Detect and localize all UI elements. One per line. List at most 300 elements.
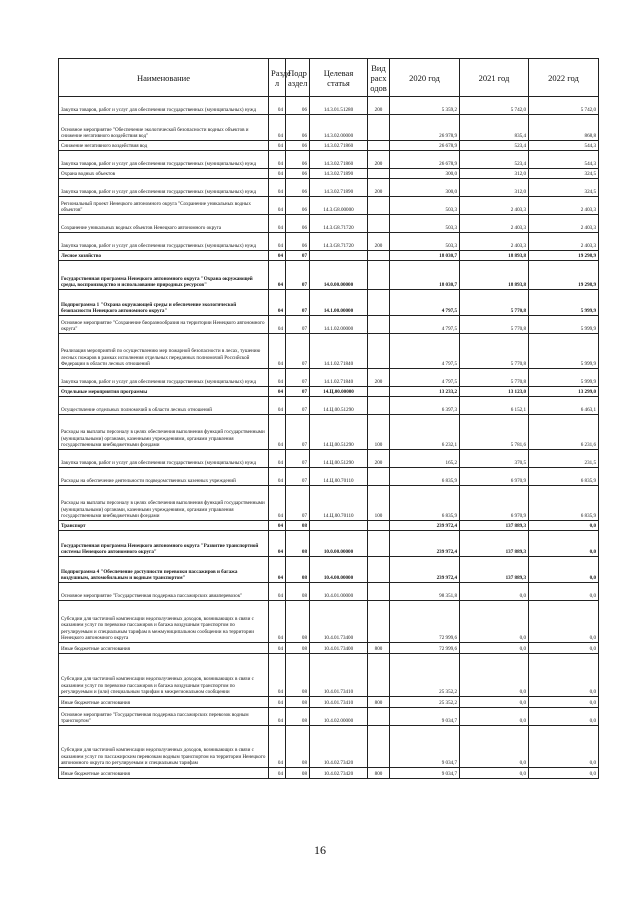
row-podrazdel: 07 xyxy=(286,387,310,397)
header-2020: 2020 год xyxy=(390,59,460,97)
row-target-article: 10.4.01.00000 xyxy=(310,583,368,601)
row-name: Субсидии для частичной компенсации недополученных доходов, возникающих в связи с оказанием услуг по пассажирским перевозкам водным транспортом на территории Ненецкого автономного округа по регулируемым и специальным тарифам xyxy=(59,726,269,768)
row-podrazdel: 06 xyxy=(286,115,310,141)
row-target-article: 10.4.02.73420 xyxy=(310,768,368,779)
row-razdel: 04 xyxy=(269,179,286,197)
row-name: Основное мероприятие "Сохранение биоразнообразия на территории Ненецкого автономного округа" xyxy=(59,316,269,334)
row-2021: 5 770,8 xyxy=(460,369,529,387)
table-row xyxy=(59,141,599,151)
row-expense-type: 200 xyxy=(368,450,390,468)
row-expense-type: 200 xyxy=(368,151,390,169)
row-name: Подпрограмма 1 "Охрана окружающей среды и обеспечение экологической безопасности Ненецкого автономного округа" xyxy=(59,290,269,316)
row-2021: 2 403,3 xyxy=(460,215,529,233)
row-expense-type xyxy=(368,397,390,415)
header-2022: 2022 год xyxy=(529,59,599,97)
row-podrazdel: 07 xyxy=(286,290,310,316)
row-2021: 18 893,8 xyxy=(460,251,529,261)
row-2020: 98 351,8 xyxy=(390,583,460,601)
row-2021: 6 152,1 xyxy=(460,397,529,415)
row-razdel: 04 xyxy=(269,115,286,141)
row-target-article: 14.Ц.00.00000 xyxy=(310,387,368,397)
table-row xyxy=(59,468,599,486)
row-target-article: 14.Ц.00.51290 xyxy=(310,415,368,450)
row-razdel: 04 xyxy=(269,654,286,697)
row-2021: 5 770,8 xyxy=(460,334,529,369)
row-2021: 0,0 xyxy=(460,768,529,779)
row-razdel: 04 xyxy=(269,290,286,316)
row-name: Иные бюджетные ассигнования xyxy=(59,697,269,708)
row-expense-type xyxy=(368,115,390,141)
row-target-article: 14.3.G8.71720 xyxy=(310,215,368,233)
row-podrazdel: 08 xyxy=(286,521,310,531)
row-name: Лесное хозяйство xyxy=(59,251,269,261)
row-expense-type: 100 xyxy=(368,486,390,521)
row-expense-type xyxy=(368,261,390,290)
row-name: Охрана водных объектов xyxy=(59,169,269,179)
row-name: Снижение негативного воздействия вод xyxy=(59,141,269,151)
header-razdel: Разде л xyxy=(269,59,286,97)
row-podrazdel: 08 xyxy=(286,726,310,768)
row-2020: 4 797,5 xyxy=(390,334,460,369)
row-2021: 13 123,0 xyxy=(460,387,529,397)
row-target-article xyxy=(310,251,368,261)
row-target-article: 14.0.00.00000 xyxy=(310,261,368,290)
row-2022: 2 403,3 xyxy=(529,197,599,215)
row-razdel: 04 xyxy=(269,197,286,215)
row-2020: 239 972,4 xyxy=(390,521,460,531)
row-expense-type xyxy=(368,387,390,397)
header-name: Наименование xyxy=(59,59,269,97)
row-2020: 18 030,7 xyxy=(390,261,460,290)
row-expense-type xyxy=(368,531,390,557)
table-row xyxy=(59,261,599,290)
budget-table xyxy=(58,58,599,779)
row-2020: 13 233,2 xyxy=(390,387,460,397)
row-name: Закупка товаров, работ и услуг для обеспечения государственных (муниципальных) нужд xyxy=(59,233,269,251)
row-2022: 0,0 xyxy=(529,583,599,601)
row-name: Реализация мероприятий по осуществлению мер пожарной безопасности в лесах, тушению лесных пожаров в рамках исполнения отдельных переданных полномочий Российской Федерации в области лесных отношений xyxy=(59,334,269,369)
row-razdel: 04 xyxy=(269,521,286,531)
row-2022: 6 231,6 xyxy=(529,415,599,450)
row-target-article: 14.3.02.71890 xyxy=(310,169,368,179)
row-name: Закупка товаров, работ и услуг для обеспечения государственных (муниципальных) нужд xyxy=(59,179,269,197)
row-2020: 300,0 xyxy=(390,179,460,197)
row-2022: 13 299,0 xyxy=(529,387,599,397)
row-2020: 165,2 xyxy=(390,450,460,468)
row-2020: 4 797,5 xyxy=(390,316,460,334)
row-name: Сохранение уникальных водных объектов Ненецкого автономного округа xyxy=(59,215,269,233)
row-name: Подпрограмма 4 "Обеспечение доступности перевозки пассажиров и багажа воздушным, автомобильным и водным транспортом" xyxy=(59,557,269,583)
row-razdel: 04 xyxy=(269,531,286,557)
row-2020: 6 397,3 xyxy=(390,397,460,415)
row-name: Закупка товаров, работ и услуг для обеспечения государственных (муниципальных) нужд xyxy=(59,450,269,468)
row-target-article: 14.3.02.71890 xyxy=(310,179,368,197)
row-2021: 6 970,9 xyxy=(460,486,529,521)
row-razdel: 04 xyxy=(269,97,286,115)
row-expense-type: 200 xyxy=(368,179,390,197)
row-2020: 18 030,7 xyxy=(390,251,460,261)
row-expense-type: 200 xyxy=(368,97,390,115)
row-expense-type xyxy=(368,197,390,215)
row-2022: 324,5 xyxy=(529,179,599,197)
row-target-article: 14.3.02.71860 xyxy=(310,141,368,151)
row-podrazdel: 07 xyxy=(286,486,310,521)
row-razdel: 04 xyxy=(269,643,286,654)
table-row xyxy=(59,531,599,557)
row-target-article: 10.4.01.73410 xyxy=(310,654,368,697)
table-row xyxy=(59,397,599,415)
table-row xyxy=(59,708,599,726)
row-2020: 6 232,1 xyxy=(390,415,460,450)
row-name: Основное мероприятие "Обеспечение экологической безопасности водных объектов и снижение негативного воздействия вод" xyxy=(59,115,269,141)
row-2022: 19 298,9 xyxy=(529,261,599,290)
row-razdel: 04 xyxy=(269,151,286,169)
row-podrazdel: 06 xyxy=(286,197,310,215)
table-row xyxy=(59,369,599,387)
row-2021: 312,0 xyxy=(460,179,529,197)
row-expense-type: 100 xyxy=(368,415,390,450)
row-2020: 6 835,9 xyxy=(390,486,460,521)
row-target-article: 14.3.02.00000 xyxy=(310,115,368,141)
table-body xyxy=(59,97,599,779)
row-podrazdel: 08 xyxy=(286,697,310,708)
row-podrazdel: 07 xyxy=(286,316,310,334)
row-name: Расходы на обеспечение деятельности подведомственных казенных учреждений xyxy=(59,468,269,486)
row-razdel: 04 xyxy=(269,468,286,486)
row-podrazdel: 06 xyxy=(286,169,310,179)
row-razdel: 04 xyxy=(269,316,286,334)
row-2022: 0,0 xyxy=(529,708,599,726)
table-row xyxy=(59,115,599,141)
table-row xyxy=(59,197,599,215)
row-2022: 5 999,9 xyxy=(529,316,599,334)
row-target-article: 14.Ц.00.70110 xyxy=(310,468,368,486)
row-expense-type xyxy=(368,141,390,151)
row-target-article: 14.Ц.00.51290 xyxy=(310,450,368,468)
row-name: Иные бюджетные ассигнования xyxy=(59,643,269,654)
row-2021: 0,0 xyxy=(460,697,529,708)
row-podrazdel: 08 xyxy=(286,601,310,643)
row-razdel: 04 xyxy=(269,141,286,151)
row-2021: 523,4 xyxy=(460,151,529,169)
row-2021: 835,4 xyxy=(460,115,529,141)
row-razdel: 04 xyxy=(269,557,286,583)
row-razdel: 04 xyxy=(269,334,286,369)
table-row xyxy=(59,334,599,369)
table-row xyxy=(59,290,599,316)
row-razdel: 04 xyxy=(269,726,286,768)
row-podrazdel: 08 xyxy=(286,557,310,583)
row-razdel: 04 xyxy=(269,415,286,450)
row-target-article: 10.4.00.00000 xyxy=(310,557,368,583)
row-expense-type xyxy=(368,654,390,697)
row-2021: 0,0 xyxy=(460,643,529,654)
page-number: 16 xyxy=(314,843,326,857)
row-name: Основное мероприятие "Государственная поддержка пассажирских перевозок водным транспортом" xyxy=(59,708,269,726)
row-name: Закупка товаров, работ и услуг для обеспечения государственных (муниципальных) нужд xyxy=(59,151,269,169)
row-target-article: 14.1.02.71840 xyxy=(310,369,368,387)
row-2021: 370,5 xyxy=(460,450,529,468)
row-razdel: 04 xyxy=(269,215,286,233)
row-name: Осуществление отдельных полномочий в области лесных отношений xyxy=(59,397,269,415)
row-2022: 5 742,0 xyxy=(529,97,599,115)
row-2020: 25 352,2 xyxy=(390,697,460,708)
row-2020: 72 999,6 xyxy=(390,601,460,643)
row-target-article: 14.3.01.51280 xyxy=(310,97,368,115)
row-name: Субсидии для частичной компенсации недополученных доходов, возникающих в связи с оказанием услуг по перевозке пассажиров и багажа воздушным транспортом по регулируемым и специальным тарифам в межмуниципальном сообщении на территории Ненецкого автономного округа xyxy=(59,601,269,643)
table-row xyxy=(59,97,599,115)
row-2020: 239 972,4 xyxy=(390,557,460,583)
row-2022: 19 298,9 xyxy=(529,251,599,261)
table-row xyxy=(59,557,599,583)
row-2022: 2 403,3 xyxy=(529,233,599,251)
row-2021: 137 889,3 xyxy=(460,521,529,531)
row-expense-type xyxy=(368,557,390,583)
row-podrazdel: 07 xyxy=(286,369,310,387)
row-razdel: 04 xyxy=(269,768,286,779)
row-2022: 0,0 xyxy=(529,697,599,708)
row-razdel: 04 xyxy=(269,450,286,468)
row-2022: 231,5 xyxy=(529,450,599,468)
table-row xyxy=(59,179,599,197)
header-podrazdel: Подр аздел xyxy=(286,59,310,97)
table-row xyxy=(59,486,599,521)
row-podrazdel: 06 xyxy=(286,151,310,169)
row-2022: 0,0 xyxy=(529,726,599,768)
row-target-article: 14.Ц.00.51290 xyxy=(310,397,368,415)
row-target-article: 14.1.02.00000 xyxy=(310,316,368,334)
row-target-article: 10.0.00.00000 xyxy=(310,531,368,557)
row-target-article: 10.4.01.73410 xyxy=(310,697,368,708)
row-expense-type xyxy=(368,468,390,486)
row-podrazdel: 08 xyxy=(286,531,310,557)
row-target-article: 10.4.01.73400 xyxy=(310,601,368,643)
row-2020: 9 034,7 xyxy=(390,708,460,726)
row-expense-type xyxy=(368,316,390,334)
table-row xyxy=(59,521,599,531)
table-row xyxy=(59,768,599,779)
row-2020: 9 034,7 xyxy=(390,768,460,779)
table-row xyxy=(59,251,599,261)
row-podrazdel: 08 xyxy=(286,654,310,697)
row-podrazdel: 07 xyxy=(286,450,310,468)
row-podrazdel: 06 xyxy=(286,179,310,197)
table-row xyxy=(59,415,599,450)
row-2022: 5 999,9 xyxy=(529,290,599,316)
row-name: Субсидии для частичной компенсации недополученных доходов, возникающих в связи с оказанием услуг по перевозке пассажиров и багажа воздушным транспортом по регулируемым и (или) специальным тарифам в межрегиональном сообщении xyxy=(59,654,269,697)
row-podrazdel: 08 xyxy=(286,708,310,726)
row-razdel: 04 xyxy=(269,697,286,708)
row-target-article: 14.3.G8.00000 xyxy=(310,197,368,215)
row-podrazdel: 07 xyxy=(286,334,310,369)
table-row xyxy=(59,654,599,697)
table-row xyxy=(59,726,599,768)
row-2021: 523,4 xyxy=(460,141,529,151)
row-2022: 324,5 xyxy=(529,169,599,179)
row-target-article: 14.3.G8.71720 xyxy=(310,233,368,251)
row-2021: 6 970,9 xyxy=(460,468,529,486)
row-name: Расходы на выплаты персоналу в целях обеспечения выполнения функций государственными (муниципальными) органами, казенными учреждениями, органами управления государственными внебюджетными фондами xyxy=(59,415,269,450)
row-2021: 5 781,6 xyxy=(460,415,529,450)
row-2021: 5 770,8 xyxy=(460,290,529,316)
row-2021: 312,0 xyxy=(460,169,529,179)
row-razdel: 04 xyxy=(269,397,286,415)
row-2020: 26 678,9 xyxy=(390,151,460,169)
row-name: Отдельные мероприятия программы xyxy=(59,387,269,397)
row-2021: 18 893,8 xyxy=(460,261,529,290)
row-razdel: 04 xyxy=(269,233,286,251)
row-podrazdel: 07 xyxy=(286,261,310,290)
row-name: Иные бюджетные ассигнования xyxy=(59,768,269,779)
row-2021: 2 403,3 xyxy=(460,197,529,215)
row-2022: 6 835,9 xyxy=(529,486,599,521)
row-2022: 0,0 xyxy=(529,654,599,697)
row-expense-type: 200 xyxy=(368,233,390,251)
table-row xyxy=(59,450,599,468)
row-2020: 300,0 xyxy=(390,169,460,179)
row-target-article: 14.3.02.71860 xyxy=(310,151,368,169)
table-header-row xyxy=(59,59,599,97)
row-razdel: 04 xyxy=(269,387,286,397)
row-podrazdel: 08 xyxy=(286,643,310,654)
row-2021: 0,0 xyxy=(460,583,529,601)
row-razdel: 04 xyxy=(269,261,286,290)
row-name: Закупка товаров, работ и услуг для обеспечения государственных (муниципальных) нужд xyxy=(59,97,269,115)
row-target-article: 10.4.02.00000 xyxy=(310,708,368,726)
row-podrazdel: 08 xyxy=(286,768,310,779)
row-2020: 4 797,5 xyxy=(390,290,460,316)
row-expense-type xyxy=(368,290,390,316)
header-2021: 2021 год xyxy=(460,59,529,97)
table-row xyxy=(59,215,599,233)
row-2021: 5 770,8 xyxy=(460,316,529,334)
row-podrazdel: 07 xyxy=(286,251,310,261)
row-2021: 137 889,3 xyxy=(460,531,529,557)
row-2020: 503,3 xyxy=(390,233,460,251)
row-2021: 2 403,3 xyxy=(460,233,529,251)
row-2022: 6 835,9 xyxy=(529,468,599,486)
table-row xyxy=(59,697,599,708)
row-expense-type: 800 xyxy=(368,697,390,708)
row-podrazdel: 06 xyxy=(286,97,310,115)
row-expense-type xyxy=(368,215,390,233)
row-name: Основное мероприятие "Государственная поддержка пассажирских авиаперевозок" xyxy=(59,583,269,601)
row-razdel: 04 xyxy=(269,583,286,601)
table-row xyxy=(59,316,599,334)
row-2022: 0,0 xyxy=(529,521,599,531)
row-expense-type xyxy=(368,726,390,768)
row-2021: 5 742,0 xyxy=(460,97,529,115)
row-podrazdel: 06 xyxy=(286,215,310,233)
row-2021: 0,0 xyxy=(460,726,529,768)
row-2022: 0,0 xyxy=(529,531,599,557)
table-row xyxy=(59,643,599,654)
row-2020: 25 352,2 xyxy=(390,654,460,697)
row-2022: 5 999,9 xyxy=(529,334,599,369)
row-expense-type xyxy=(368,251,390,261)
row-name: Региональный проект Ненецкого автономного округа "Сохранение уникальных водных объектов" xyxy=(59,197,269,215)
row-2022: 868,8 xyxy=(529,115,599,141)
row-expense-type: 800 xyxy=(368,643,390,654)
row-expense-type xyxy=(368,521,390,531)
row-target-article: 14.Ц.00.70110 xyxy=(310,486,368,521)
row-podrazdel: 06 xyxy=(286,233,310,251)
row-expense-type xyxy=(368,169,390,179)
row-2022: 544,3 xyxy=(529,151,599,169)
row-2020: 239 972,4 xyxy=(390,531,460,557)
row-2020: 26 678,9 xyxy=(390,141,460,151)
row-2020: 4 797,5 xyxy=(390,369,460,387)
row-2022: 0,0 xyxy=(529,557,599,583)
row-2022: 5 999,9 xyxy=(529,369,599,387)
row-2022: 0,0 xyxy=(529,768,599,779)
table-row xyxy=(59,583,599,601)
row-razdel: 04 xyxy=(269,251,286,261)
row-target-article: 10.4.02.73420 xyxy=(310,726,368,768)
row-expense-type xyxy=(368,583,390,601)
row-razdel: 04 xyxy=(269,708,286,726)
row-expense-type xyxy=(368,334,390,369)
row-target-article: 14.1.00.00000 xyxy=(310,290,368,316)
row-2020: 5 359,2 xyxy=(390,97,460,115)
row-target-article: 10.4.01.73400 xyxy=(310,643,368,654)
table-row xyxy=(59,169,599,179)
row-name: Закупка товаров, работ и услуг для обеспечения государственных (муниципальных) нужд xyxy=(59,369,269,387)
row-2020: 72 999,6 xyxy=(390,643,460,654)
row-2020: 503,3 xyxy=(390,215,460,233)
row-podrazdel: 07 xyxy=(286,397,310,415)
row-expense-type xyxy=(368,708,390,726)
row-razdel: 04 xyxy=(269,486,286,521)
row-podrazdel: 07 xyxy=(286,415,310,450)
row-name: Транспорт xyxy=(59,521,269,531)
row-razdel: 04 xyxy=(269,369,286,387)
table-row xyxy=(59,151,599,169)
row-name: Государственная программа Ненецкого автономного округа "Охрана окружающей среды, воспроизводство и использование природных ресурсов" xyxy=(59,261,269,290)
row-expense-type: 200 xyxy=(368,369,390,387)
row-2022: 6 463,1 xyxy=(529,397,599,415)
table-row xyxy=(59,233,599,251)
header-expense-type: Вид расх одов xyxy=(368,59,390,97)
row-2021: 137 889,3 xyxy=(460,557,529,583)
row-name: Расходы на выплаты персоналу в целях обеспечения выполнения функций государственными (муниципальными) органами, казенными учреждениями, органами управления государственными внебюджетными фондами xyxy=(59,486,269,521)
row-2020: 6 835,9 xyxy=(390,468,460,486)
header-target-article: Целевая статья xyxy=(310,59,368,97)
row-2022: 544,3 xyxy=(529,141,599,151)
row-2020: 503,3 xyxy=(390,197,460,215)
row-2021: 0,0 xyxy=(460,654,529,697)
row-razdel: 04 xyxy=(269,169,286,179)
row-target-article: 14.1.02.71840 xyxy=(310,334,368,369)
table-row xyxy=(59,601,599,643)
row-expense-type xyxy=(368,601,390,643)
row-2022: 0,0 xyxy=(529,643,599,654)
row-2022: 2 403,3 xyxy=(529,215,599,233)
row-2020: 9 034,7 xyxy=(390,726,460,768)
row-razdel: 04 xyxy=(269,601,286,643)
row-podrazdel: 07 xyxy=(286,468,310,486)
row-podrazdel: 06 xyxy=(286,141,310,151)
row-podrazdel: 08 xyxy=(286,583,310,601)
budget-table-container xyxy=(58,58,598,779)
row-2020: 26 978,9 xyxy=(390,115,460,141)
row-target-article xyxy=(310,521,368,531)
row-2022: 0,0 xyxy=(529,601,599,643)
row-2021: 0,0 xyxy=(460,708,529,726)
row-expense-type: 800 xyxy=(368,768,390,779)
row-name: Государственная программа Ненецкого автономного округа "Развитие транспортной системы Ненецкого автономного округа" xyxy=(59,531,269,557)
row-2021: 0,0 xyxy=(460,601,529,643)
